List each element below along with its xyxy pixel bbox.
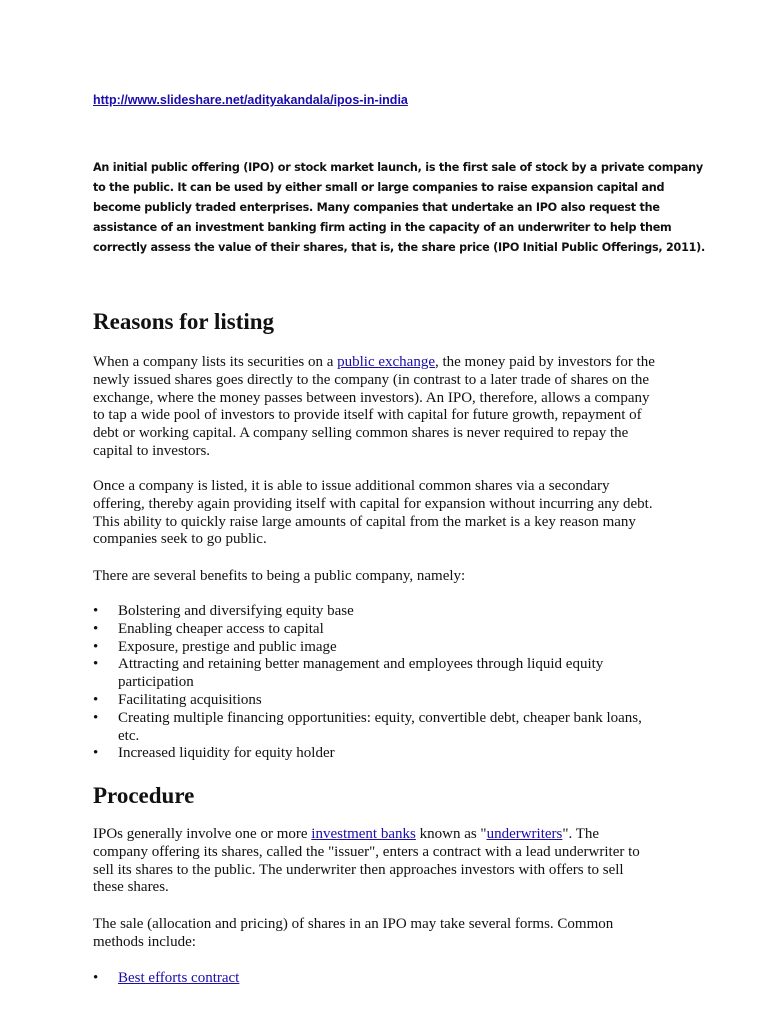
underwriters-link[interactable]: underwriters [486,826,563,842]
text-line: newly issued shares goes directly to the company (in contrast to a later trade of shares on the [93,371,650,388]
list-item-text: Creating multiple financing opportunities: equity, convertible debt, cheaper bank loans, [118,709,642,726]
text-line: capital to investors. [93,442,211,459]
text-line: these shares. [93,879,169,896]
text-line: companies seek to go public. [93,531,267,548]
list-item [93,639,678,657]
bullet-icon: • [93,603,99,619]
text-line: company offering its shares, called the "issuer", enters a contract with a lead underwriter to [93,843,640,860]
text-line: Once a company is listed, it is able to issue additional common shares via a secondary [93,478,610,494]
text-run: , the money paid by investors for the [434,354,655,370]
list-item [93,970,678,988]
text-run: When a company lists its securities on a [93,354,338,370]
text-line: sell its shares to the public. The underwriter then approaches investors with offers to sell [93,861,624,878]
bullet-icon: • [93,620,99,637]
list-item [93,656,678,692]
intro-line: assistance of an investment banking firm acting in the capacity of an underwriter to help them [93,221,672,234]
text-line: debt or working capital. A company selling common shares is never required to repay the [93,425,629,442]
procedure-paragraph-1 [93,826,693,897]
text-line: exchange, where the money passes between investors). An IPO, therefore, allows a company [93,389,650,406]
list-item [93,621,678,639]
list-item-text: Exposure, prestige and public image [118,638,337,655]
reasons-paragraph-3 [93,568,693,586]
list-item-text: Bolstering and diversifying equity base [118,603,354,619]
list-item-text: Increased liquidity for equity holder [118,745,335,762]
list-item-text: Enabling cheaper access to capital [118,620,324,637]
list-item-text: etc. [118,727,140,744]
intro-line: An initial public offering (IPO) or stock market launch, is the first sale of stock by a private company [93,161,703,174]
text-line: The sale (allocation and pricing) of shares in an IPO may take several forms. Common [93,916,614,932]
source-url-link[interactable]: http://www.slideshare.net/adityakandala/ipos-in-india [93,93,408,107]
reasons-paragraph-1 [93,354,693,461]
intro-line: become publicly traded enterprises. Many companies that undertake an IPO also request the [93,201,660,214]
methods-list [93,970,678,988]
text-line [93,354,693,372]
list-item-text: Facilitating acquisitions [118,691,262,708]
list-item-text: Attracting and retaining better management and employees through liquid equity [118,656,604,673]
text-line [93,826,693,844]
public-exchange-link[interactable]: public exchange [337,354,435,370]
benefits-list [93,603,678,763]
bullet-icon: • [93,638,99,655]
procedure-heading: Procedure [93,783,195,808]
text-line: This ability to quickly raise large amounts of capital from the market is a key reason many [93,513,636,530]
intro-line: correctly assess the value of their shares, that is, the share price (IPO Initial Public Offerings, 2011). [93,241,706,254]
best-efforts-contract-link[interactable]: Best efforts contract [118,970,240,986]
text-run: known as " [415,826,487,842]
list-item [93,692,678,710]
bullet-icon: • [93,691,99,708]
text-run: ". The [562,826,600,842]
bullet-icon: • [93,656,99,673]
bullet-icon: • [93,709,99,726]
text-run: IPOs generally involve one or more [93,826,312,842]
list-item [93,710,678,746]
text-line: to tap a wide pool of investors to provide itself with capital for future growth, repayment of [93,407,642,424]
bullet-icon: • [93,745,99,762]
list-item-text: participation [118,674,194,691]
intro-line: to the public. It can be used by either small or large companies to raise expansion capital and [93,181,665,194]
reasons-heading: Reasons for listing [93,309,275,334]
list-item [93,603,678,621]
reasons-paragraph-2 [93,478,693,549]
intro-paragraph [93,158,706,258]
text-line: There are several benefits to being a public company, namely: [93,568,466,584]
bullet-icon: • [93,970,99,986]
procedure-paragraph-2 [93,916,693,952]
investment-banks-link[interactable]: investment banks [311,826,416,842]
list-item [93,745,678,763]
text-line: offering, thereby again providing itself with capital for expansion without incurring any debt. [93,495,653,512]
text-line: methods include: [93,933,196,950]
